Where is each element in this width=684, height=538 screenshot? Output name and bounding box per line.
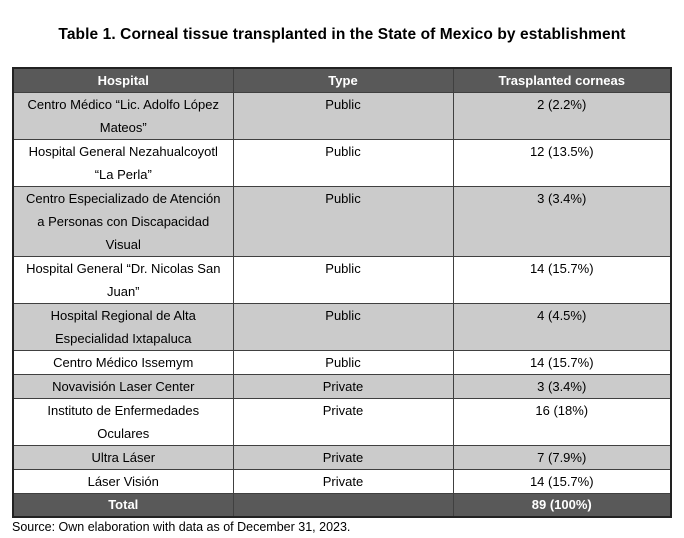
corneas-cell: 14 (15.7%) bbox=[453, 351, 671, 375]
corneas-cell: 4 (4.5%) bbox=[453, 304, 671, 351]
column-header-type: Type bbox=[233, 68, 453, 93]
table-row bbox=[13, 304, 671, 351]
corneas-cell: 12 (13.5%) bbox=[453, 140, 671, 187]
corneas-cell: 3 (3.4%) bbox=[453, 187, 671, 257]
type-cell: Private bbox=[233, 399, 453, 446]
type-cell: Private bbox=[233, 446, 453, 470]
header-row bbox=[13, 68, 671, 93]
type-cell: Private bbox=[233, 470, 453, 494]
total-label-cell: Total bbox=[13, 494, 233, 518]
corneas-cell: 16 (18%) bbox=[453, 399, 671, 446]
hospital-cell: Hospital General Nezahualcoyotl “La Perla” bbox=[13, 140, 233, 187]
table-row bbox=[13, 93, 671, 140]
table-row bbox=[13, 351, 671, 375]
table-row bbox=[13, 140, 671, 187]
table-row bbox=[13, 470, 671, 494]
hospital-cell: Novavisión Laser Center bbox=[13, 375, 233, 399]
hospital-cell: Centro Médico “Lic. Adolfo López Mateos” bbox=[13, 93, 233, 140]
type-cell: Public bbox=[233, 304, 453, 351]
table-row bbox=[13, 399, 671, 446]
hospital-cell: Centro Médico Issemym bbox=[13, 351, 233, 375]
column-header-trasplanted-corneas: Trasplanted corneas bbox=[453, 68, 671, 93]
hospital-cell: Láser Visión bbox=[13, 470, 233, 494]
corneal-transplant-table bbox=[12, 67, 672, 518]
corneas-cell: 3 (3.4%) bbox=[453, 375, 671, 399]
table-row bbox=[13, 375, 671, 399]
total-type-cell bbox=[233, 494, 453, 518]
table-row bbox=[13, 446, 671, 470]
type-cell: Public bbox=[233, 93, 453, 140]
type-cell: Private bbox=[233, 375, 453, 399]
type-cell: Public bbox=[233, 187, 453, 257]
table-body bbox=[13, 93, 671, 518]
hospital-cell: Instituto de Enfermedades Oculares bbox=[13, 399, 233, 446]
corneas-cell: 2 (2.2%) bbox=[453, 93, 671, 140]
corneas-cell: 14 (15.7%) bbox=[453, 470, 671, 494]
corneas-cell: 7 (7.9%) bbox=[453, 446, 671, 470]
type-cell: Public bbox=[233, 351, 453, 375]
corneas-cell: 14 (15.7%) bbox=[453, 257, 671, 304]
total-row bbox=[13, 494, 671, 518]
hospital-cell: Hospital General “Dr. Nicolas San Juan” bbox=[13, 257, 233, 304]
table-row bbox=[13, 257, 671, 304]
column-header-hospital: Hospital bbox=[13, 68, 233, 93]
hospital-cell: Centro Especializado de Atención a Personas con Discapacidad Visual bbox=[13, 187, 233, 257]
hospital-cell: Ultra Láser bbox=[13, 446, 233, 470]
table-header bbox=[13, 68, 671, 93]
table-row bbox=[13, 187, 671, 257]
hospital-cell: Hospital Regional de Alta Especialidad Ixtapaluca bbox=[13, 304, 233, 351]
source-note: Source: Own elaboration with data as of December 31, 2023. bbox=[12, 520, 351, 534]
type-cell: Public bbox=[233, 257, 453, 304]
total-corneas-cell: 89 (100%) bbox=[453, 494, 671, 518]
table-title: Table 1. Corneal tissue transplanted in the State of Mexico by establishment bbox=[58, 26, 626, 43]
type-cell: Public bbox=[233, 140, 453, 187]
